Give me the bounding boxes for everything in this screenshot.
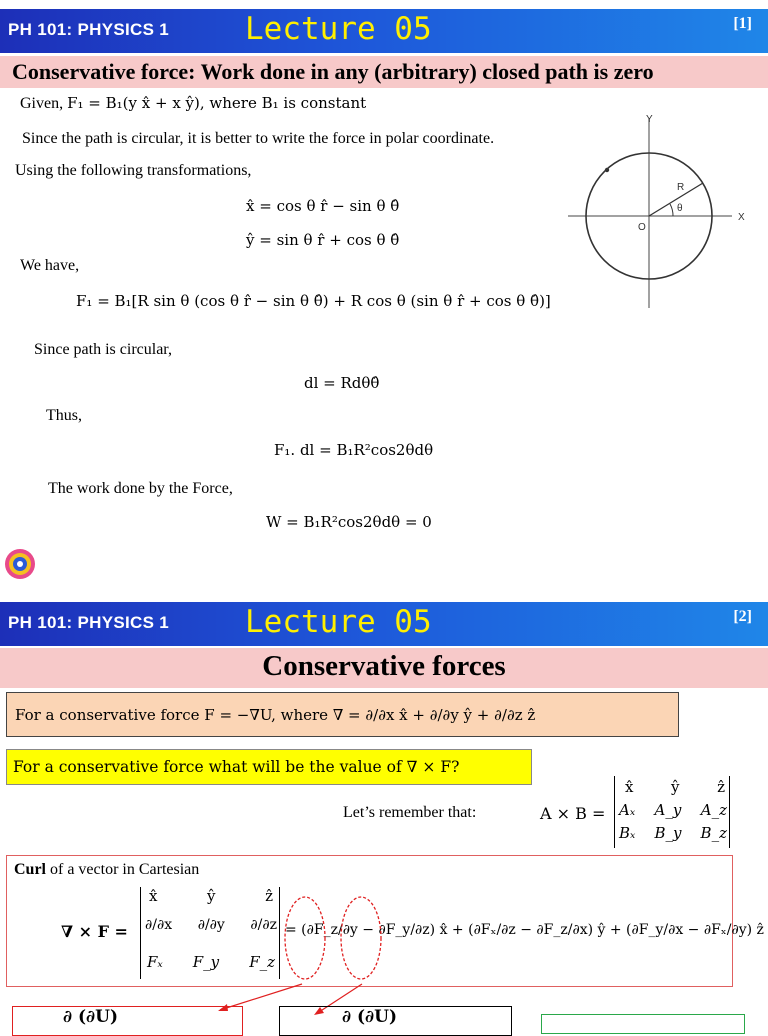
y-axis-label: Y [646, 114, 653, 125]
x-axis-label: X [738, 212, 745, 223]
yhat-equation: ŷ = sin θ r̂ + cos θ θ̂ [246, 231, 400, 249]
work-equation: W = B₁R²cos2θdθ = 0 [266, 513, 432, 531]
cross-row-3 [619, 824, 727, 842]
course-title: PH 101: PHYSICS 1 [8, 613, 169, 632]
curl-row-3 [147, 953, 275, 971]
curl-rhs: = (∂F_z/∂y − ∂F_y/∂z) x̂ + (∂Fₓ/∂z − ∂F_z/∂x) ŷ + (∂F_y/∂x − ∂Fₓ/∂y) ẑ [285, 922, 764, 938]
dl-equation: dl = Rdθθ̂ [304, 374, 380, 392]
curl-cell: ŷ [207, 887, 216, 905]
cross-row-1 [625, 778, 725, 796]
course-title: PH 101: PHYSICS 1 [8, 20, 169, 39]
cross-cell: x̂ [625, 778, 634, 796]
curl-row-1 [149, 887, 273, 905]
curl-cell: F_y [192, 953, 220, 971]
curl-cell: ẑ [265, 887, 273, 905]
curl-box [6, 855, 764, 987]
given-line [20, 94, 366, 113]
cross-cell: A_y [654, 801, 682, 819]
cross-cell: ŷ [671, 778, 680, 796]
work-text: The work done by the Force, [48, 480, 233, 497]
thus-text: Thus, [46, 407, 82, 424]
force-equation: F₁ = B₁[R sin θ (cos θ r̂ − sin θ θ̂) + R cos θ (sin θ r̂ + cos θ θ̂)] [76, 292, 551, 310]
slide-number: [2] [733, 608, 752, 625]
slide-2 [0, 595, 768, 1027]
polar-text: Since the path is circular, it is better to write the force in polar coordinate. [22, 130, 495, 147]
curl-title-line [14, 861, 199, 879]
cross-cell: B_y [654, 824, 682, 842]
highlight-ellipses [283, 894, 393, 984]
cross-cell: A_z [700, 801, 727, 819]
transform-text: Using the following transformations, [15, 162, 252, 179]
slide-2-banner [0, 602, 768, 646]
curl-cell: Fₓ [147, 953, 163, 971]
cross-product-lhs: A × B = [540, 804, 606, 823]
curl-row-2 [145, 917, 277, 933]
theta-label: θ [677, 203, 683, 214]
conservative-definition-text: For a conservative force F = −∇U, where ∇ = ∂/∂x x̂ + ∂/∂y ŷ + ∂/∂z ẑ [15, 706, 536, 724]
curl-matrix [140, 887, 280, 979]
cross-cell: Aₓ [619, 801, 636, 819]
lecture-title: Lecture 05 [245, 11, 432, 47]
curl-subtitle: of a vector in Cartesian [50, 861, 200, 878]
circle-diagram [560, 108, 760, 318]
dashed-ellipse-left [285, 897, 325, 979]
curl-cell: ∂/∂y [197, 917, 225, 933]
slide-2-heading-bar [0, 648, 768, 688]
curl-question-text: For a conservative force what will be the value of ∇ × F? [13, 758, 460, 776]
slide-number: [1] [733, 15, 752, 32]
theta-arc [670, 204, 673, 216]
partial-box-right [279, 1006, 512, 1036]
partial-left-text: ∂ (∂U) [63, 1007, 118, 1027]
slide-1-banner [0, 9, 768, 53]
we-have-text: We have, [20, 257, 80, 274]
institute-logo [3, 547, 37, 581]
path-point [605, 168, 609, 172]
origin-label: O [638, 222, 646, 233]
cross-row-2 [619, 801, 727, 819]
partial-box-left [12, 1006, 243, 1036]
radius-line [649, 183, 703, 216]
lecture-title: Lecture 05 [245, 604, 432, 640]
dashed-ellipse-right [341, 897, 381, 979]
given-equation: F₁ = B₁(y x̂ + x ŷ), where B₁ is constant [67, 94, 367, 112]
slide-2-heading: Conservative forces [262, 650, 506, 682]
partial-box-green [541, 1014, 745, 1034]
cross-product-matrix [614, 776, 730, 848]
cross-cell: ẑ [717, 778, 725, 796]
remember-text: Let’s remember that: [343, 804, 477, 821]
curl-cell: ∂/∂x [145, 917, 173, 933]
cross-cell: B_z [700, 824, 727, 842]
radius-label: R [677, 182, 685, 193]
slide-1-heading: Conservative force: Work done in any (arbitrary) closed path is zero [12, 59, 654, 84]
curl-cell: ∂/∂z [250, 917, 277, 933]
xhat-equation: x̂ = cos θ r̂ − sin θ θ̂ [246, 197, 400, 215]
curl-cell: x̂ [149, 887, 158, 905]
since-circular-text: Since path is circular, [34, 341, 172, 358]
curl-question-box [6, 749, 532, 785]
curl-lhs: ∇ × F = [61, 922, 128, 941]
slide-1-heading-bar [0, 56, 768, 88]
curl-cell: F_z [249, 953, 275, 971]
conservative-definition-box [6, 692, 679, 737]
partial-right-text: ∂ (∂U) [342, 1007, 397, 1027]
given-prefix: Given, [20, 95, 64, 112]
cross-cell: Bₓ [619, 824, 636, 842]
dot-equation: F₁. dl = B₁R²cos2θdθ [274, 441, 434, 459]
curl-title: Curl [14, 861, 46, 878]
